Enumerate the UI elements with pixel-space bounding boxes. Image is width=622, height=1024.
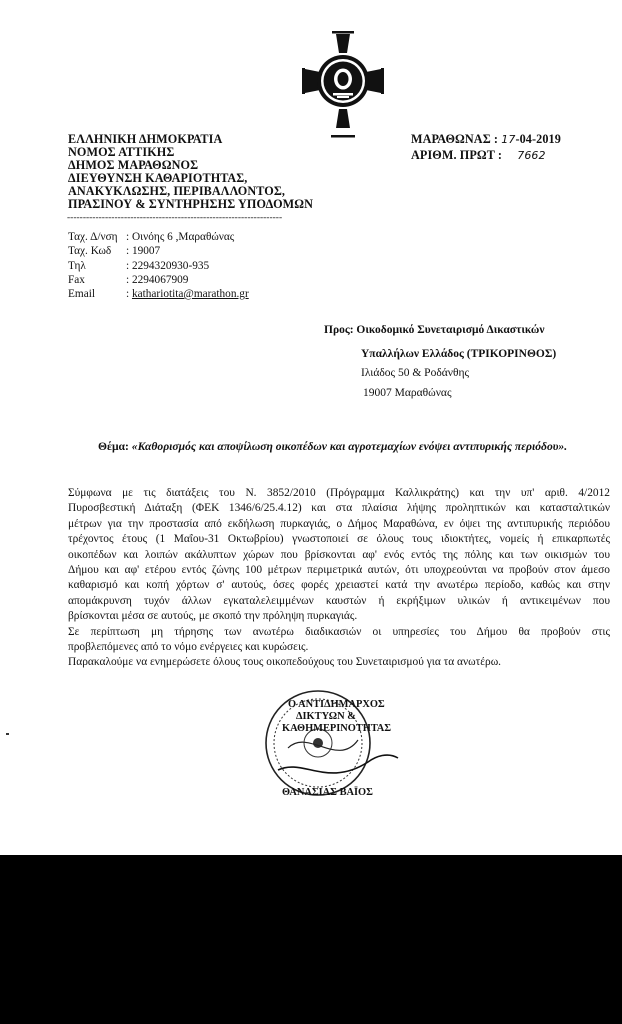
body-line: προβλεπόμενες από το νόμο ενέργειες και κυρώσεις. (68, 641, 309, 654)
signatory-title-1: Ο ΑΝΤΙΔΗΜΑΡΧΟΣ (288, 699, 385, 710)
body-line: Σε περίπτωση μη τήρησης των ανωτέρω διαδικασιών οι υπηρεσίες του Δήμου θα προβούν στις (68, 625, 610, 638)
subject-label: Θέμα: (98, 440, 129, 453)
protocol-line (411, 149, 546, 162)
body-line: βρίσκονται μέσα σε αυτούς, με σκοπό την πρόληψη πυρκαγιάς. (68, 610, 358, 623)
date-day-handwritten: 17 (501, 133, 516, 146)
body-line: Παρακαλούμε να ενημερώσετε όλους τους οικοπεδούχους του Συνεταιρισμού για τα ανωτέρω. (68, 656, 502, 669)
subject-line (98, 440, 567, 453)
signatory-title-3: ΚΑΘΗΜΕΡΙΝΟΤΗΤΑΣ (282, 723, 392, 734)
signatory-title-2: ΔΙΚΤΥΩΝ & (296, 711, 356, 722)
letterhead-municipality: ΔΗΜΟΣ ΜΑΡΑΘΩΝΟΣ (68, 158, 199, 172)
body-line: καθαρισμό και κοπή χόρτων σ' αυτούς, όσες φορές χρειαστεί κατά την ανωτέρω περίοδο, καθώς και στην (68, 579, 610, 592)
letterhead-directorate-2: ΑΝΑΚΥΚΛΩΣΗΣ, ΠΕΡΙΒΑΛΛΟΝΤΟΣ, (68, 184, 286, 198)
body-line: απομάκρυνση τυχόν άλλων εγκαταλελειμμένων καυστών ή εκρήξιμων υλικών ή αντικειμένων που (68, 594, 610, 607)
body-line: Σύμφωνα με τις διατάξεις του Ν. 3852/2010 (Πρόγραμμα Καλλικράτης) και την υπ' αριθ. 4/2012 (68, 487, 610, 499)
contact-value: : 19007 (126, 245, 161, 257)
contact-label: Ταχ. Κωδ (68, 245, 112, 257)
header-separator: -------------------------------------------------------------------- (67, 213, 283, 223)
email-link[interactable]: kathariotita@marathon.gr (131, 288, 249, 300)
recipient-line-3: Ιλιάδος 50 & Ροδάνθης (361, 367, 470, 379)
contact-label: Ταχ. Δ/νση (68, 231, 118, 243)
date-rest: -04-2019 (515, 132, 561, 146)
letterhead-prefecture: ΝΟΜΟΣ ΑΤΤΙΚΗΣ (68, 145, 175, 159)
contact-value: : 2294320930-935 (126, 260, 210, 272)
body-line: Πυροσβεστική Διάταξη (ΦΕΚ 1346/6/25.4.12) και στα πλαίσια λήψης προληπτικών και κατασταλτικών (68, 502, 610, 515)
contact-label: Fax (68, 274, 85, 286)
body-line: τρέχοντος έτους (1 Μαΐου-31 Οκτωβρίου) γνωστοποιεί σε όλους τους ιδιοκτήτες, νομείς ή επικαρπωτές (68, 533, 610, 546)
signatory-name: ΘΑΝΑΣΙΑΣ ΒΑΪΟΣ (282, 787, 373, 798)
protocol-number-handwritten: 7662 (517, 149, 546, 162)
letterhead-country: ΕΛΛΗΝΙΚΗ ΔΗΜΟΚΡΑΤΙΑ (68, 132, 223, 146)
letterhead-directorate-3: ΠΡΑΣΙΝΟΥ & ΣΥΝΤΗΡΗΣΗΣ ΥΠΟΔΟΜΩΝ (68, 197, 314, 211)
contact-label: Email (68, 288, 95, 300)
recipient-line-1 (324, 324, 544, 336)
body-line: Δήμου και αφ' ετέρου εντός ζώνης 100 μέτρων περιμετρικά αυτών, ότι υποχρεούνται να προβούν στον άμεσο (68, 564, 610, 577)
body-paragraph-3 (68, 655, 610, 670)
letterhead-directorate: ΔΙΕΥΘΥΝΣΗ ΚΑΘΑΡΙΟΤΗΤΑΣ, (68, 171, 248, 185)
contact-block (68, 230, 328, 310)
body-paragraph-2 (68, 625, 610, 656)
contact-value: : Οινόης 6 ,Μαραθώνας (126, 231, 235, 243)
recipient-line-2: Υπαλλήλων Ελλάδος (ΤΡΙΚΟΡΙΝΘΟΣ) (361, 348, 557, 360)
body-line: μέτρων για την προστασία από εκδήλωση πυρκαγιάς, ο Δήμος Μαραθώνα, εν όψει της αντιπυρικής περιόδου (68, 517, 610, 530)
recipient-name: Οικοδομικό Συνεταιρισμό Δικαστικών (356, 324, 545, 336)
date-line (411, 133, 561, 146)
scan-speck (6, 733, 9, 735)
municipal-emblem-icon (301, 31, 385, 139)
letter-body (68, 486, 610, 671)
contact-value (126, 287, 249, 301)
recipient-to-label: Προς: (324, 324, 354, 336)
contact-colon: : (126, 288, 132, 300)
body-paragraph-1 (68, 486, 610, 625)
subject-text: «Καθορισμός και αποψίλωση οικοπέδων και αγροτεμαχίων ενόψει αντιπυρικής περιόδου». (131, 440, 568, 453)
date-label: ΜΑΡΑΘΩΝΑΣ : (411, 132, 499, 146)
body-line: οικοπέδων και λοιπών ακάλυπτων χώρων που βρίσκονται αφ' ενός εντός της πόλης και των οικισμών του (68, 548, 610, 561)
contact-value: : 2294067909 (126, 274, 189, 286)
recipient-line-4: 19007 Μαραθώνας (363, 387, 452, 399)
protocol-label: ΑΡΙΘΜ. ΠΡΩΤ : (411, 148, 503, 162)
contact-label: Τηλ (68, 260, 86, 272)
